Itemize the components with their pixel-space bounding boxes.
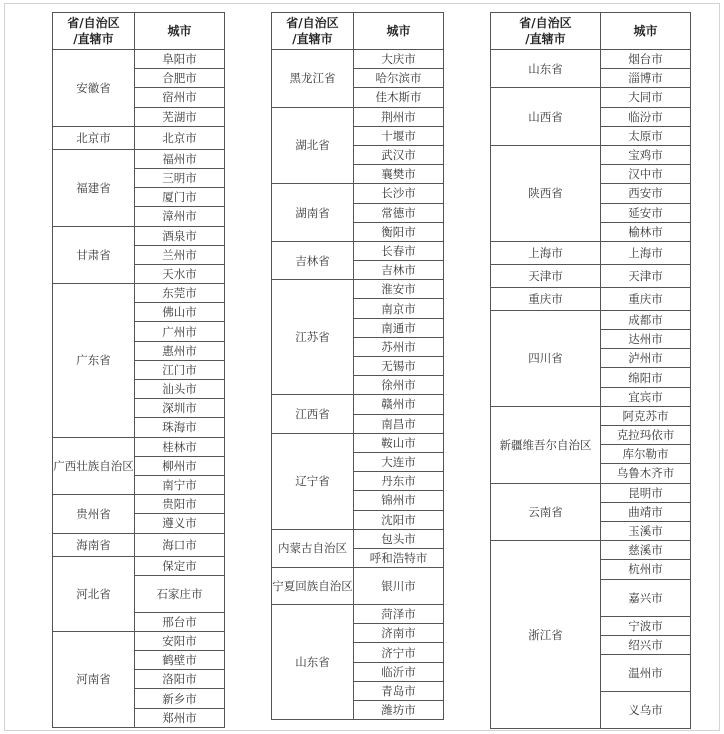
province-cell: 云南省 — [491, 483, 601, 541]
city-cell: 徐州市 — [354, 376, 444, 395]
city-cell: 保定市 — [135, 556, 225, 575]
city-cell: 丹东市 — [354, 472, 444, 491]
table-row — [53, 556, 225, 575]
city-cell: 库尔勒市 — [601, 445, 691, 464]
table-header-row — [491, 13, 691, 50]
province-cell: 湖南省 — [272, 184, 354, 242]
city-cell: 银川市 — [354, 568, 444, 605]
city-cell: 遵义市 — [135, 514, 225, 533]
city-cell: 烟台市 — [601, 50, 691, 69]
table-row — [272, 241, 444, 260]
province-header — [53, 13, 135, 50]
city-table-3 — [490, 12, 691, 729]
city-cell: 安阳市 — [135, 631, 225, 650]
city-cell: 南京市 — [354, 299, 444, 318]
city-cell: 芜湖市 — [135, 107, 225, 126]
province-cell: 四川省 — [491, 310, 601, 406]
province-cell: 贵州省 — [53, 495, 135, 533]
province-cell: 上海市 — [491, 241, 601, 264]
province-header-line2: /直辖市 — [525, 32, 566, 46]
city-cell: 重庆市 — [601, 287, 691, 310]
city-header: 城市 — [135, 13, 225, 50]
city-cell: 汕头市 — [135, 380, 225, 399]
city-cell: 上海市 — [601, 241, 691, 264]
province-cell: 天津市 — [491, 264, 601, 287]
city-cell: 淄博市 — [601, 69, 691, 88]
city-cell: 汉中市 — [601, 165, 691, 184]
city-cell: 柳州市 — [135, 456, 225, 475]
city-cell: 无锡市 — [354, 357, 444, 376]
table-row — [491, 287, 691, 310]
city-cell: 义乌市 — [601, 691, 691, 728]
province-cell: 宁夏回族自治区 — [272, 568, 354, 605]
city-cell: 大连市 — [354, 452, 444, 471]
province-cell: 湖北省 — [272, 107, 354, 184]
table-row — [272, 184, 444, 203]
table-row — [53, 284, 225, 303]
table-row — [272, 280, 444, 299]
table-row — [53, 533, 225, 556]
city-cell: 济南市 — [354, 624, 444, 643]
city-cell: 福州市 — [135, 149, 225, 168]
city-cell: 南宁市 — [135, 475, 225, 494]
province-header — [491, 13, 601, 50]
city-cell: 阿克苏市 — [601, 406, 691, 425]
city-cell: 珠海市 — [135, 418, 225, 437]
city-cell: 宝鸡市 — [601, 145, 691, 164]
province-cell: 海南省 — [53, 533, 135, 556]
city-cell: 苏州市 — [354, 337, 444, 356]
table-row — [53, 126, 225, 149]
city-table-2 — [271, 12, 444, 720]
table-row — [53, 226, 225, 245]
province-cell: 浙江省 — [491, 541, 601, 729]
city-cell: 西安市 — [601, 184, 691, 203]
city-cell: 长春市 — [354, 241, 444, 260]
table-row — [491, 406, 691, 425]
city-cell: 曲靖市 — [601, 502, 691, 521]
city-cell: 佛山市 — [135, 303, 225, 322]
table-row — [53, 631, 225, 650]
province-cell: 重庆市 — [491, 287, 601, 310]
city-cell: 广州市 — [135, 322, 225, 341]
city-cell: 桂林市 — [135, 437, 225, 456]
city-cell: 衡阳市 — [354, 222, 444, 241]
city-cell: 宜宾市 — [601, 387, 691, 406]
city-cell: 温州市 — [601, 654, 691, 691]
city-cell: 菏泽市 — [354, 605, 444, 624]
city-cell: 绵阳市 — [601, 368, 691, 387]
city-cell: 沈阳市 — [354, 510, 444, 529]
city-cell: 襄樊市 — [354, 165, 444, 184]
city-cell: 玉溪市 — [601, 521, 691, 540]
city-cell: 厦门市 — [135, 188, 225, 207]
province-cell: 广东省 — [53, 284, 135, 438]
province-header — [272, 13, 354, 50]
province-cell: 河南省 — [53, 631, 135, 727]
table-body — [53, 50, 225, 728]
city-cell: 杭州市 — [601, 560, 691, 579]
city-cell: 兰州市 — [135, 245, 225, 264]
city-cell: 慈溪市 — [601, 541, 691, 560]
city-cell: 嘉兴市 — [601, 579, 691, 616]
city-cell: 成都市 — [601, 310, 691, 329]
city-cell: 常德市 — [354, 203, 444, 222]
city-cell: 鹤壁市 — [135, 651, 225, 670]
city-cell: 潍坊市 — [354, 701, 444, 720]
table-header-row — [53, 13, 225, 50]
city-cell: 天水市 — [135, 264, 225, 283]
province-header-line1: 省/自治区 — [519, 16, 572, 30]
table-row — [491, 541, 691, 560]
city-cell: 惠州市 — [135, 341, 225, 360]
city-cell: 克拉玛依市 — [601, 426, 691, 445]
table-row — [491, 483, 691, 502]
city-cell: 青岛市 — [354, 681, 444, 700]
city-cell: 新乡市 — [135, 689, 225, 708]
table-row — [272, 568, 444, 605]
province-cell: 辽宁省 — [272, 433, 354, 529]
province-cell: 山西省 — [491, 88, 601, 146]
table-row — [491, 310, 691, 329]
province-header-line2: /直辖市 — [73, 32, 114, 46]
table-row — [491, 241, 691, 264]
table-row — [53, 50, 225, 69]
city-cell: 合肥市 — [135, 69, 225, 88]
city-cell: 泸州市 — [601, 349, 691, 368]
city-cell: 海口市 — [135, 533, 225, 556]
city-cell: 昆明市 — [601, 483, 691, 502]
city-cell: 阜阳市 — [135, 50, 225, 69]
city-cell: 漳州市 — [135, 207, 225, 226]
table-row — [491, 264, 691, 287]
table-body — [491, 50, 691, 729]
city-cell: 南通市 — [354, 318, 444, 337]
city-cell: 东莞市 — [135, 284, 225, 303]
province-cell: 陕西省 — [491, 145, 601, 241]
city-cell: 郑州市 — [135, 708, 225, 727]
province-cell: 山东省 — [491, 50, 601, 88]
province-cell: 吉林省 — [272, 241, 354, 279]
city-cell: 锦州市 — [354, 491, 444, 510]
city-cell: 哈尔滨市 — [354, 69, 444, 88]
province-cell: 江西省 — [272, 395, 354, 433]
table-header-row — [272, 13, 444, 50]
table-row — [53, 149, 225, 168]
table-row — [53, 437, 225, 456]
city-cell: 包头市 — [354, 529, 444, 548]
province-header-line1: 省/自治区 — [67, 16, 120, 30]
city-cell: 武汉市 — [354, 145, 444, 164]
table-row — [272, 433, 444, 452]
province-cell: 新疆维吾尔自治区 — [491, 406, 601, 483]
city-cell: 长沙市 — [354, 184, 444, 203]
province-cell: 甘肃省 — [53, 226, 135, 284]
city-cell: 吉林市 — [354, 261, 444, 280]
city-cell: 淮安市 — [354, 280, 444, 299]
city-header: 城市 — [601, 13, 691, 50]
province-cell: 山东省 — [272, 605, 354, 720]
city-cell: 赣州市 — [354, 395, 444, 414]
table-row — [272, 529, 444, 548]
city-cell: 宁波市 — [601, 616, 691, 635]
province-cell: 河北省 — [53, 556, 135, 631]
city-cell: 深圳市 — [135, 399, 225, 418]
city-cell: 大庆市 — [354, 50, 444, 69]
table-row — [53, 495, 225, 514]
province-cell: 安徽省 — [53, 50, 135, 127]
table-row — [272, 605, 444, 624]
page-frame — [4, 3, 720, 731]
city-cell: 酒泉市 — [135, 226, 225, 245]
city-cell: 榆林市 — [601, 222, 691, 241]
province-cell: 黑龙江省 — [272, 50, 354, 108]
table-row — [491, 50, 691, 69]
table-body — [272, 50, 444, 720]
city-cell: 济宁市 — [354, 643, 444, 662]
table-row — [491, 88, 691, 107]
city-cell: 三明市 — [135, 168, 225, 187]
province-cell: 福建省 — [53, 149, 135, 226]
province-cell: 内蒙古自治区 — [272, 529, 354, 567]
province-cell: 北京市 — [53, 126, 135, 149]
city-cell: 佳木斯市 — [354, 88, 444, 107]
city-cell: 江门市 — [135, 360, 225, 379]
table-row — [272, 395, 444, 414]
city-cell: 绍兴市 — [601, 635, 691, 654]
province-header-line2: /直辖市 — [292, 32, 333, 46]
city-cell: 石家庄市 — [135, 575, 225, 612]
province-cell: 江苏省 — [272, 280, 354, 395]
city-cell: 北京市 — [135, 126, 225, 149]
city-cell: 临汾市 — [601, 107, 691, 126]
city-cell: 荆州市 — [354, 107, 444, 126]
city-cell: 延安市 — [601, 203, 691, 222]
city-header: 城市 — [354, 13, 444, 50]
city-cell: 贵阳市 — [135, 495, 225, 514]
city-cell: 太原市 — [601, 126, 691, 145]
city-cell: 洛阳市 — [135, 670, 225, 689]
city-cell: 邢台市 — [135, 612, 225, 631]
city-cell: 宿州市 — [135, 88, 225, 107]
city-cell: 呼和浩特市 — [354, 548, 444, 567]
city-cell: 乌鲁木齐市 — [601, 464, 691, 483]
city-cell: 天津市 — [601, 264, 691, 287]
city-cell: 达州市 — [601, 330, 691, 349]
table-row — [491, 145, 691, 164]
city-cell: 十堰市 — [354, 126, 444, 145]
table-row — [272, 50, 444, 69]
table-row — [272, 107, 444, 126]
province-header-line1: 省/自治区 — [286, 16, 339, 30]
province-cell: 广西壮族自治区 — [53, 437, 135, 495]
city-cell: 南昌市 — [354, 414, 444, 433]
city-table-1 — [52, 12, 225, 728]
city-cell: 大同市 — [601, 88, 691, 107]
city-cell: 鞍山市 — [354, 433, 444, 452]
city-cell: 临沂市 — [354, 662, 444, 681]
